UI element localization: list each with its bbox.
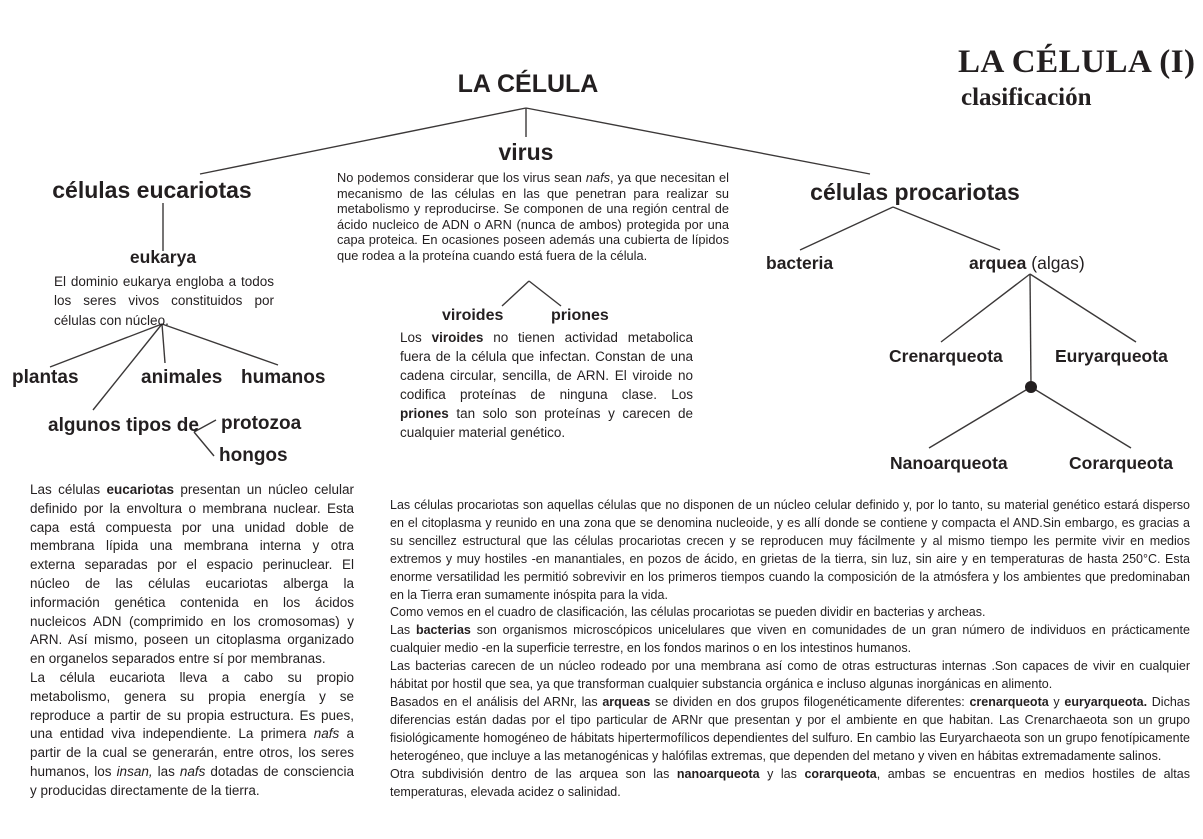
edge-virus-priones (529, 281, 561, 306)
node-corarqueota: Corarqueota (1069, 453, 1174, 473)
node-priones: priones (551, 307, 609, 324)
edge-root-procariotas (526, 108, 870, 174)
eucariotas-description: Las células eucariotas presentan un núcleo celular definido por la envoltura o membrana nuclear. Esta capa está compuesta por una unidad doble de membrana lípida una membrana interna y otra externa separadas por el espacio perinuclear. El núcleo de las células eucariotas alberga la información genética contenida en los ácidos nucleicos ADN (comprimido en los cromosomas) y ARN. Así mismo, poseen un citoplasma organizado en organelos separados entre sí por membranas. La célula eucariota lleva a cabo su propio metabolismo, genera su propia energía y se reproduce a partir de su propia estructura. Es pues, una entidad viva independiente. La primera nafs a partir de la cual se generarán, entre otros, los seres humanos, los insan, las nafs dotadas de consciencia y producidas directamente de la tierra. (30, 482, 354, 798)
arquea-note: (algas) (1026, 253, 1085, 273)
node-protozoa: protozoa (221, 413, 302, 434)
node-euryarqueota: Euryarqueota (1055, 346, 1168, 366)
edge-arquea-euryarqueota (1030, 274, 1136, 342)
edge-procariotas-bacteria (800, 207, 893, 250)
arquea-label: arquea (969, 253, 1027, 273)
edge-procariotas-arquea (893, 207, 1000, 250)
eukarya-description: El dominio eukarya engloba a todos los seres vivos constituidos por células con núcleo. (54, 274, 274, 328)
node-celulas-procariotas: células procariotas (810, 179, 1020, 205)
node-plantas: plantas (12, 367, 79, 388)
node-celulas-eucariotas: células eucariotas (52, 177, 252, 203)
node-hongos: hongos (219, 445, 288, 466)
edge-arquea-crenarqueota (941, 274, 1030, 342)
node-humanos: humanos (241, 367, 326, 388)
node-arquea (969, 253, 1085, 274)
edge-eukarya-humanos (162, 324, 278, 365)
node-algunos-tipos-de: algunos tipos de (48, 415, 199, 436)
node-viroides: viroides (442, 307, 504, 324)
edge-virus-viroides (502, 281, 529, 306)
node-la-celula: LA CÉLULA (457, 70, 599, 98)
viroides-priones-description: Los viroides no tienen actividad metabolica fuera de la célula que infectan. Constan de una cadena circular, sencilla, de ARN. El viroide no codifica proteínas de ninguna clase. Los priones tan solo son proteínas y carecen de cualquier material genético. (400, 330, 693, 440)
node-animales: animales (141, 367, 223, 388)
document-title: LA CÉLULA (I) (958, 44, 1196, 80)
document-subtitle: clasificación (961, 84, 1092, 111)
virus-description: No podemos considerar que los virus sean nafs, ya que necesitan el mecanismo de las células en las que penetran para realizar su metabolismo y reproducirse. Se componen de una región central de ácido nucleico de ADN o ARN (nunca de ambos) protegida por una capa proteica. En ocasiones poseen además una cubierta de lípidos que rodea a la proteína cuando está fuera de la célula. (337, 170, 729, 263)
node-virus: virus (498, 139, 554, 165)
edge-arquea-junction (1030, 274, 1031, 386)
node-nanoarqueota: Nanoarqueota (890, 453, 1008, 473)
node-bacteria: bacteria (766, 253, 834, 273)
node-crenarqueota: Crenarqueota (889, 346, 1003, 366)
edge-junction-corarqueota (1031, 387, 1131, 448)
node-eukarya: eukarya (129, 247, 197, 267)
junction-dot (1025, 381, 1037, 393)
edge-junction-nanoarqueota (929, 387, 1031, 448)
procariotas-description: Las células procariotas son aquellas células que no disponen de un núcleo celular definido y, por lo tanto, su material genético estará disperso en el citoplasma y reunido en una zona que se denomina nucleoide, y es allí donde se contiene y compacta el AND.Sin embargo, es gracias a su sencillez estructural que las células procariotas crecen y se reproducen muy fácilmente y al mismo tiempo les permite vivir en medios extremos y muy hostiles -en manantiales, en pozos de ácido, en grietas de la tierra, sin luz, sin aire y en temperaturas de hasta 250°C. Esta enorme versatilidad les permitió sobrevivir en los primeros tiempos cuando la composición de la atmósfera y los ambientes que predominaban en la Tierra eran sumamente inóspita para la vida. Como vemos en el cuadro de clasificación, las células procariotas se pueden dividir en bacterias y archeas. Las bacterias son organismos microscópicos unicelulares que viven en comunidades de un gran número de individuos en prácticamente cualquier medio -en la superficie terrestre, en los fondos marinos o en los intestinos humanos. Las bacterias carecen de un núcleo rodeado por una membrana así como de otras estructuras internas .Son capaces de vivir en cualquier hábitat por hostil que sea, ya que transforman cualquier substancia orgánica e incluso algunas inorgánicas en alimento. Basados en el análisis del ARNr, las arqueas se dividen en dos grupos filogenéticamente diferentes: crenarqueota y euryarqueota. Dichas diferencias están dadas por el tipo particular de ARNr que presentan y por el ambiente en que habitan. Las Crenarchaeota son un grupo fisiológicamente homogéneo de hábitats hipertermofílicos dependientes del sulfuro. En cambio las Euryarchaeota son un grupo fenotípicamente heterogéneo, que incluye a las metanogénicas y halófilas extremas, que dependen del metano y viven en hábitas extremadamente salinos. Otra subdivisión dentro de las arquea son las nanoarqueota y las corarqueota, ambas se encuentras en medios hostiles de altas temperaturas, elevada acidez o salinidad. (390, 498, 1190, 799)
